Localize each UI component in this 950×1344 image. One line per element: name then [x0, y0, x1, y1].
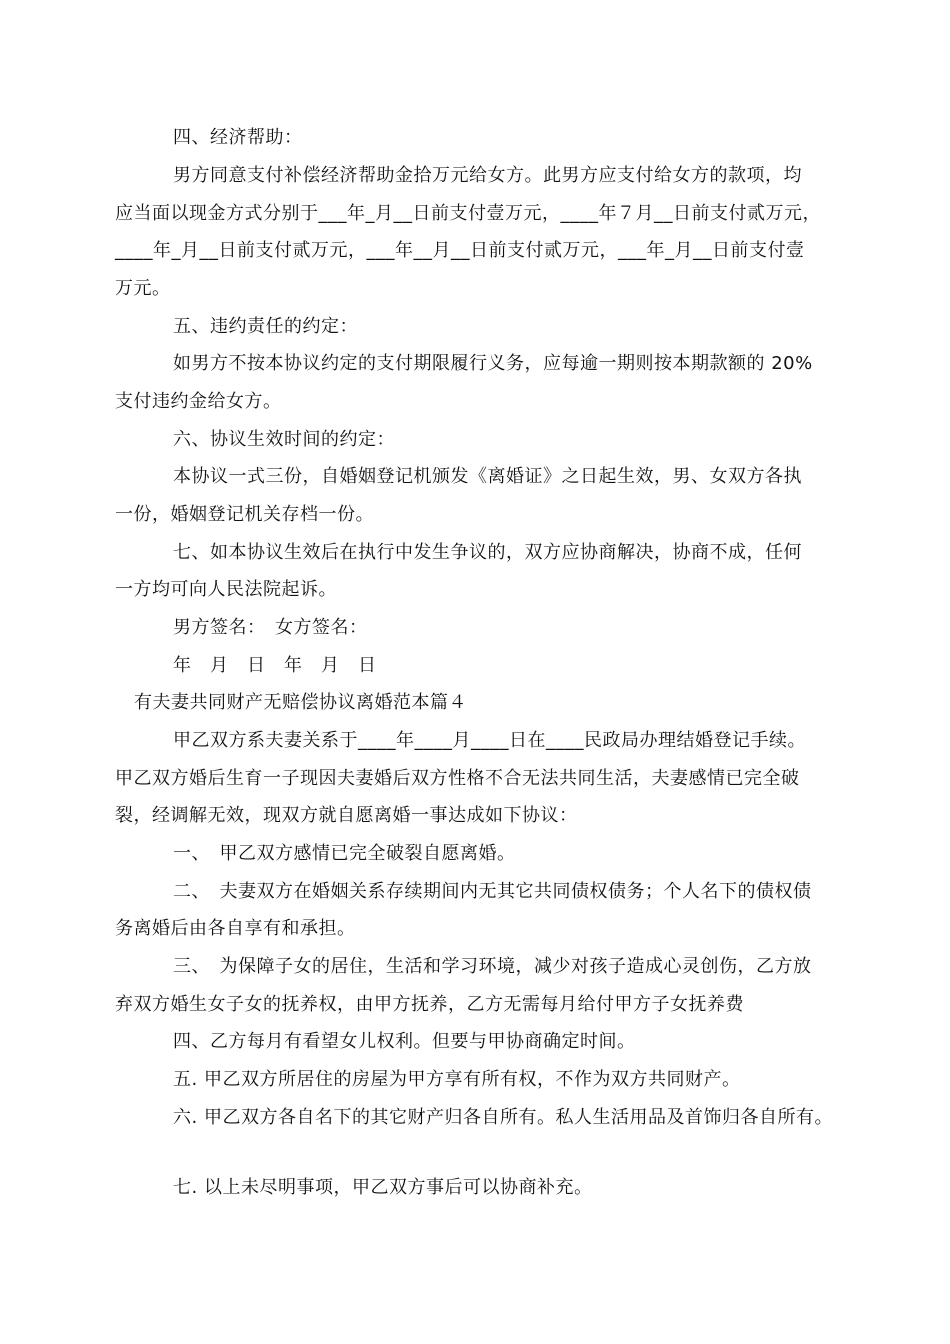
clause-line: 一、 甲乙双方感情已完全破裂自愿离婚。 [173, 843, 516, 864]
paragraph-line: 支付违约金给女方。 [115, 391, 282, 412]
paragraph-line: 弃双方婚生女子女的抚养权，由甲方抚养，乙方无需每月给付甲方子女抚养费 [115, 994, 744, 1015]
clause-line: 四、乙方每月有看望女儿权利。但要与甲协商确定时间。 [173, 1031, 636, 1052]
paragraph-line: 务离婚后由各自享有和承担。 [115, 918, 356, 939]
paragraph-line: 男方同意支付补偿经济帮助金拾万元给女方。此男方应支付给女方的款项，均 [173, 165, 802, 186]
clause-line: 五. 甲乙双方所居住的房屋为甲方享有所有权，不作为双方共同财产。 [173, 1069, 741, 1090]
section-heading-economic-help: 四、经济帮助： [173, 127, 303, 148]
clause-line: 六. 甲乙双方各自名下的其它财产归各自所有。私人生活用品及首饰归各自所有。 [173, 1107, 833, 1128]
paragraph-line: 应当面以现金方式分别于___年_月__日前支付壹万元，____年７月__日前支付贰万元， [115, 203, 821, 224]
section-heading-breach: 五、违约责任的约定： [173, 316, 358, 337]
paragraph-line: 本协议一式三份，自婚姻登记机颁发《离婚证》之日起生效，男、女双方各执 [173, 466, 802, 487]
paragraph-line: 甲乙双方系夫妻关系于____年____月____日在____民政局办理结婚登记手续。 [173, 730, 806, 751]
clause-line: 七. 以上未尽明事项，甲乙双方事后可以协商补充。 [173, 1177, 593, 1198]
paragraph-line: 裂，经调解无效，现双方就自愿离婚一事达成如下协议： [115, 805, 578, 826]
paragraph-line: 七、如本协议生效后在执行中发生争议的，双方应协商解决，协商不成，任何 [173, 542, 802, 563]
clause-line: 三、 为保障子女的居住，生活和学习环境，减少对孩子造成心灵创伤，乙方放 [173, 956, 812, 977]
date-line: 年 月 日 年 月 日 [173, 655, 377, 676]
document-section-title: 有夫妻共同财产无赔偿协议离婚范本篇４ [134, 692, 467, 713]
paragraph-line: 万元。 [115, 278, 171, 299]
paragraph-line: ____年_月__日前支付贰万元，___年__月__日前支付贰万元，___年_月__日前支付壹 [115, 240, 805, 261]
clause-line: 二、 夫妻双方在婚姻关系存续期间内无其它共同债权债务；个人名下的债权债 [173, 881, 812, 902]
paragraph-line: 一份，婚姻登记机关存档一份。 [115, 504, 374, 525]
signature-line: 男方签名： 女方签名： [173, 617, 368, 638]
section-heading-effective-time: 六、协议生效时间的约定： [173, 429, 395, 450]
paragraph-line: 甲乙双方婚后生育一子现因夫妻婚后双方性格不合无法共同生活，夫妻感情已完全破 [115, 768, 800, 789]
paragraph-line: 如男方不按本协议约定的支付期限履行义务，应每逾一期则按本期款额的 20% [173, 353, 813, 374]
paragraph-line: 一方均可向人民法院起诉。 [115, 579, 337, 600]
